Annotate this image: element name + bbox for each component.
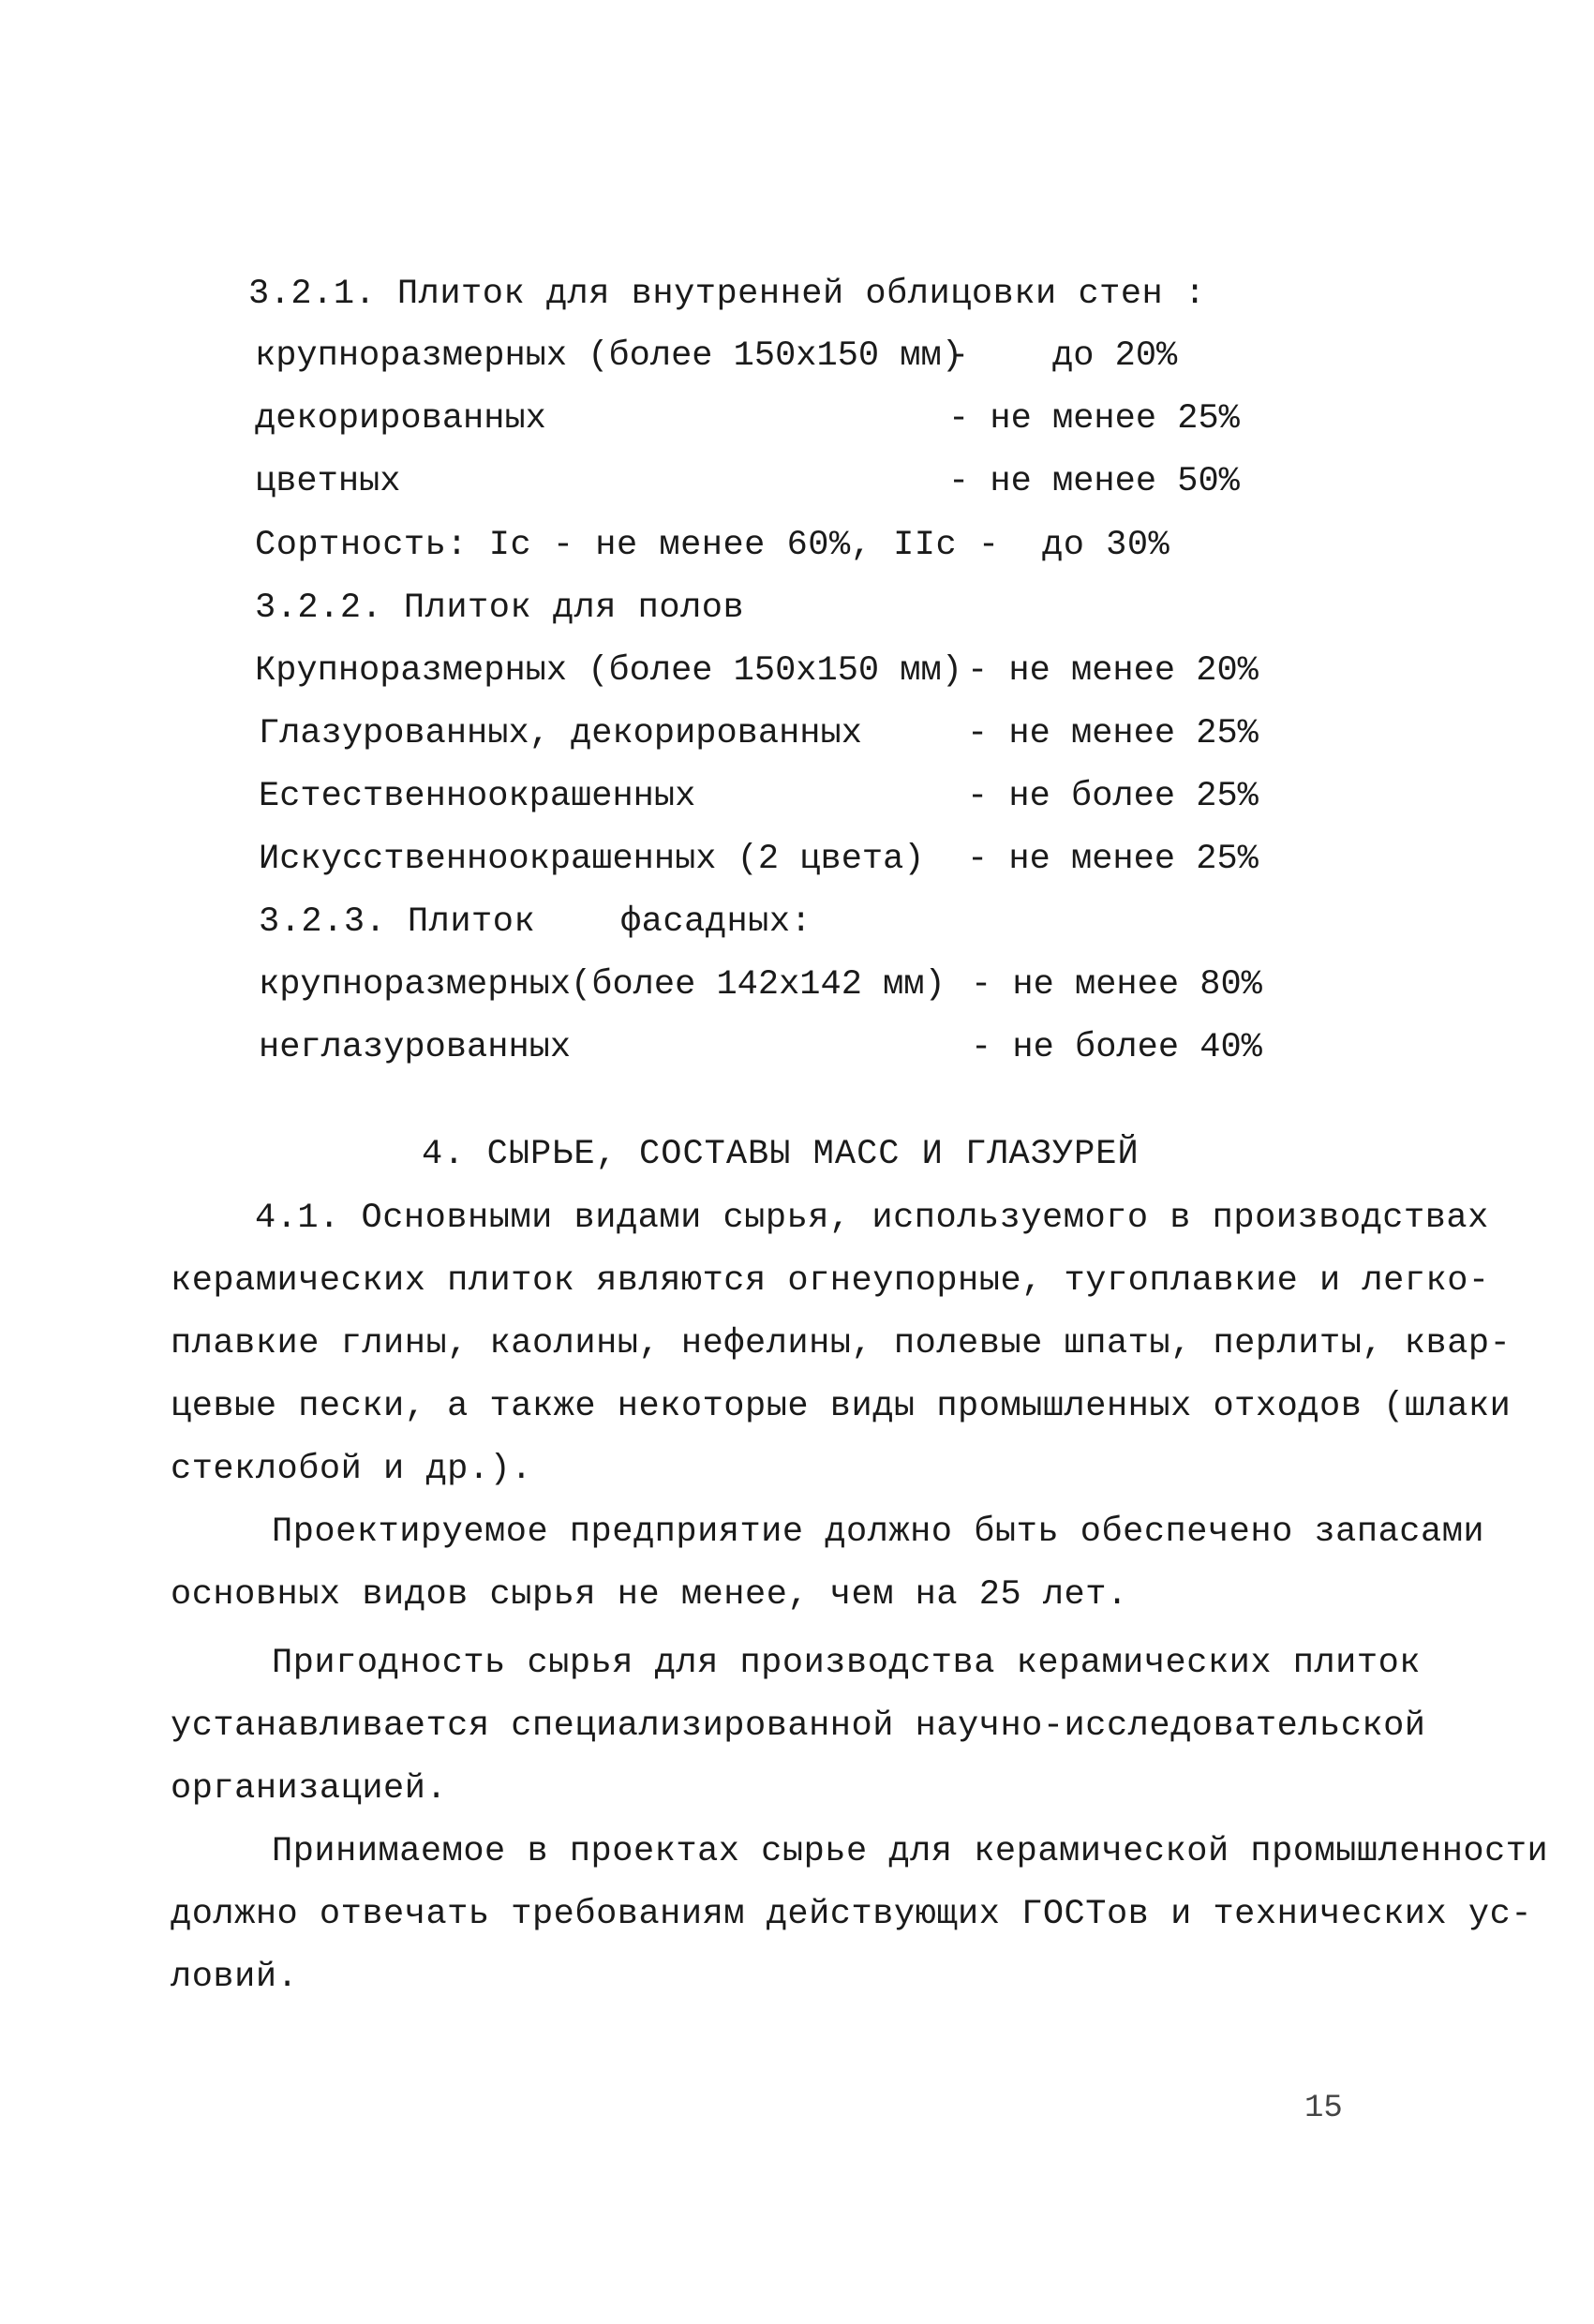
list-item-value: - до 20% bbox=[948, 336, 1178, 376]
paragraph-line: Пригодность сырья для производства керамических плиток bbox=[272, 1644, 1421, 1683]
paragraph-line: плавкие глины, каолины, нефелины, полевые шпаты, перлиты, квар- bbox=[171, 1324, 1512, 1363]
list-item-label: Естественноокрашенных bbox=[259, 777, 696, 816]
list-item-value: - не менее 25% bbox=[967, 840, 1259, 879]
paragraph-line: цевые пески, а также некоторые виды промышленных отходов (шлаки bbox=[171, 1387, 1512, 1426]
section-3-2-3-title: 3.2.3. Плиток фасадных: bbox=[259, 902, 812, 942]
list-item-value: - не более 40% bbox=[971, 1028, 1262, 1067]
paragraph-line: устанавливается специализированной научно-исследовательской bbox=[171, 1706, 1426, 1746]
list-item-label: Глазурованных, декорированных bbox=[259, 714, 862, 753]
paragraph-line: стеклобой и др.). bbox=[171, 1450, 532, 1489]
list-item-label: неглазурованных bbox=[259, 1028, 572, 1067]
list-item-label: декорированных bbox=[255, 399, 546, 439]
list-item-label: цветных bbox=[255, 462, 401, 501]
paragraph-line: Принимаемое в проектах сырье для керамической промышленности bbox=[272, 1832, 1549, 1871]
list-item-label: Крупноразмерных (более 150x150 мм) bbox=[255, 651, 962, 691]
list-item-value: - не менее 50% bbox=[948, 462, 1240, 501]
list-item-value: - не более 25% bbox=[967, 777, 1259, 816]
paragraph-line: основных видов сырья не менее, чем на 25 лет. bbox=[171, 1575, 1128, 1615]
paragraph-line: должно отвечать требованиям действующих ГОСТов и технических ус- bbox=[171, 1895, 1533, 1934]
list-item-value: - не менее 25% bbox=[948, 399, 1240, 439]
paragraph-line: 4.1. Основными видами сырья, используемого в производствах bbox=[255, 1199, 1489, 1238]
grade-line: Сортность: Iс - не менее 60%, IIс - до 30% bbox=[255, 526, 1170, 565]
list-item-label: Искусственноокрашенных (2 цвета) bbox=[259, 840, 925, 879]
paragraph-line: ловий. bbox=[171, 1958, 299, 1997]
list-item-value: - не менее 20% bbox=[967, 651, 1259, 691]
section-heading: 4. СЫРЬЕ, СОСТАВЫ МАСС И ГЛАЗУРЕЙ bbox=[422, 1135, 1140, 1174]
section-3-2-1-title: 3.2.1. Плиток для внутренней облицовки стен : bbox=[248, 275, 1206, 314]
list-item-value: - не менее 25% bbox=[967, 714, 1259, 753]
list-item-value: - не менее 80% bbox=[971, 965, 1262, 1005]
paragraph-line: керамических плиток являются огнеупорные, тугоплавкие и легко- bbox=[171, 1261, 1490, 1301]
page-number: 15 bbox=[1304, 2091, 1343, 2126]
list-item-label: крупноразмерных (более 150x150 мм) bbox=[255, 336, 962, 376]
section-3-2-2-title: 3.2.2. Плиток для полов bbox=[255, 588, 745, 628]
paragraph-line: организацией. bbox=[171, 1769, 448, 1809]
paragraph-line: Проектируемое предприятие должно быть обеспечено запасами bbox=[272, 1512, 1485, 1552]
list-item-label: крупноразмерных(более 142x142 мм) bbox=[259, 965, 946, 1005]
